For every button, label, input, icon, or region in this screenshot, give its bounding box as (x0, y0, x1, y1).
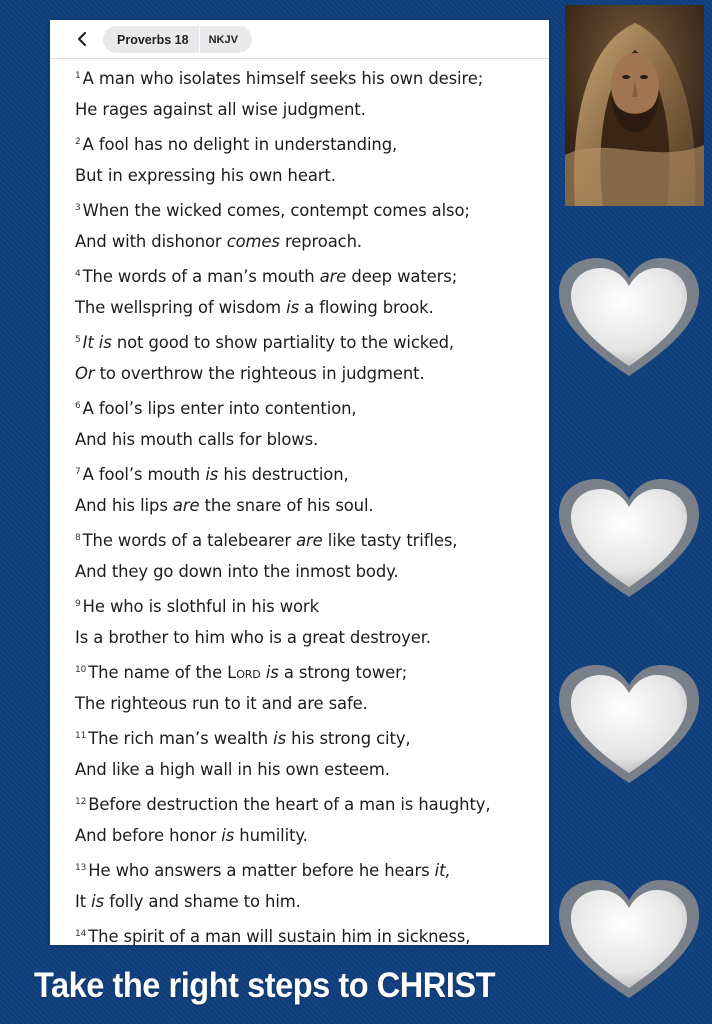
verse-number: 6 (75, 401, 81, 411)
verse-number: 11 (75, 731, 87, 741)
verse-text: But in expressing his own heart. (75, 166, 336, 185)
verse-line (75, 423, 545, 456)
verse-number: 3 (75, 203, 81, 213)
chapter-version-pill (103, 26, 252, 53)
verse-line (75, 126, 545, 159)
verse-line (75, 258, 545, 291)
italic-text: are (296, 531, 323, 550)
verse-number: 1 (75, 71, 81, 81)
stone-heart-icon (559, 258, 699, 383)
verse-text: The words of a talebearer (82, 531, 297, 550)
italic-text: is (221, 826, 235, 845)
verse-line (75, 291, 545, 324)
verse-text: a strong tower; (278, 663, 408, 682)
verse-text: deep waters; (346, 267, 458, 286)
italic-text: is (265, 663, 279, 682)
verse-line (75, 192, 545, 225)
verse-number: 4 (75, 269, 81, 279)
verse-number: 10 (75, 665, 87, 675)
italic-text: are (319, 267, 347, 286)
verse-text: folly and shame to him. (104, 892, 301, 911)
verse-text: Lord (227, 663, 261, 682)
verse-line (75, 588, 545, 621)
chapter-selector[interactable]: Proverbs 18 (117, 32, 189, 47)
chevron-left-icon (76, 31, 88, 47)
verse-text: reproach. (279, 232, 362, 251)
verse-line (75, 753, 545, 786)
italic-text: comes (226, 232, 280, 251)
verse-text: The name of the (88, 663, 228, 682)
italic-text: is (205, 465, 219, 484)
verse-text: The wellspring of wisdom (75, 298, 287, 317)
verse-text: And his lips (75, 496, 173, 515)
italic-text: is (91, 892, 105, 911)
italic-text: are (172, 496, 200, 515)
verse-line (75, 687, 545, 720)
verse-line (75, 522, 545, 555)
verse-text: And they go down into the inmost body. (75, 562, 399, 581)
bible-reader-panel (50, 20, 549, 945)
verse-line (75, 456, 545, 489)
italic-text: Or (75, 364, 95, 383)
verse-line (75, 885, 545, 918)
verse-text: It (75, 892, 92, 911)
verse-line (75, 819, 545, 852)
verse-number: 5 (75, 335, 81, 345)
verse-line (75, 852, 545, 885)
italic-text: It is (82, 333, 112, 352)
verse-text: The rich man’s wealth (88, 729, 274, 748)
verse-line (75, 324, 545, 357)
verse-line (75, 918, 545, 945)
verse-line (75, 621, 545, 654)
italic-text: is (273, 729, 287, 748)
reader-toolbar (50, 20, 549, 59)
verse-text: the snare of his soul. (199, 496, 374, 515)
stone-heart-icon (559, 665, 699, 790)
verse-line (75, 786, 545, 819)
verse-number: 12 (75, 797, 87, 807)
verse-text: Before destruction the heart of a man is haughty, (88, 795, 491, 814)
verse-number: 13 (75, 863, 87, 873)
verse-text: And before honor (75, 826, 222, 845)
verse-line (75, 159, 545, 192)
version-selector[interactable]: NKJV (208, 33, 238, 46)
verse-text: A fool has no delight in understanding, (82, 135, 398, 154)
verse-number: 7 (75, 467, 81, 477)
verse-line (75, 93, 545, 126)
verse-line (75, 225, 545, 258)
verse-line (75, 555, 545, 588)
verse-text: The righteous run to it and are safe. (75, 694, 368, 713)
verse-text: When the wicked comes, contempt comes also; (82, 201, 470, 220)
verse-text: The spirit of a man will sustain him in sickness, (88, 927, 471, 945)
verse-number: 8 (75, 533, 81, 543)
verse-text: humility. (234, 826, 308, 845)
verse-text: his destruction, (218, 465, 349, 484)
verse-text: to overthrow the righteous in judgment. (94, 364, 425, 383)
verse-line (75, 654, 545, 687)
verse-text: A fool’s mouth (82, 465, 206, 484)
verse-line (75, 60, 545, 93)
verse-text: not good to show partiality to the wicked, (111, 333, 454, 352)
verse-text: A man who isolates himself seeks his own desire; (82, 69, 484, 88)
italic-text: it, (434, 861, 451, 880)
italic-text: is (286, 298, 300, 317)
verse-text: his strong city, (286, 729, 411, 748)
verse-text: He who is slothful in his work (82, 597, 319, 616)
verse-number: 2 (75, 137, 81, 147)
verse-text: And like a high wall in his own esteem. (75, 760, 390, 779)
verse-list (75, 60, 545, 945)
verse-text: And his mouth calls for blows. (75, 430, 319, 449)
verse-text: He who answers a matter before he hears (88, 861, 435, 880)
verse-line (75, 720, 545, 753)
verse-number: 14 (75, 929, 87, 939)
verse-text: Is a brother to him who is a great destroyer. (75, 628, 432, 647)
jesus-portrait-image (565, 5, 704, 206)
verse-text: He rages against all wise judgment. (75, 100, 366, 119)
verse-text: like tasty trifles, (322, 531, 458, 550)
verse-text: And with dishonor (75, 232, 227, 251)
verse-text: a flowing brook. (299, 298, 434, 317)
verse-text: A fool’s lips enter into contention, (82, 399, 357, 418)
verse-line (75, 390, 545, 423)
verse-line (75, 489, 545, 522)
verse-number: 9 (75, 599, 81, 609)
verse-line (75, 357, 545, 390)
caption-text: Take the right steps to CHRIST (34, 966, 496, 1005)
stone-heart-icon (559, 479, 699, 604)
back-button[interactable] (72, 28, 92, 50)
verse-text: The words of a man’s mouth (82, 267, 320, 286)
